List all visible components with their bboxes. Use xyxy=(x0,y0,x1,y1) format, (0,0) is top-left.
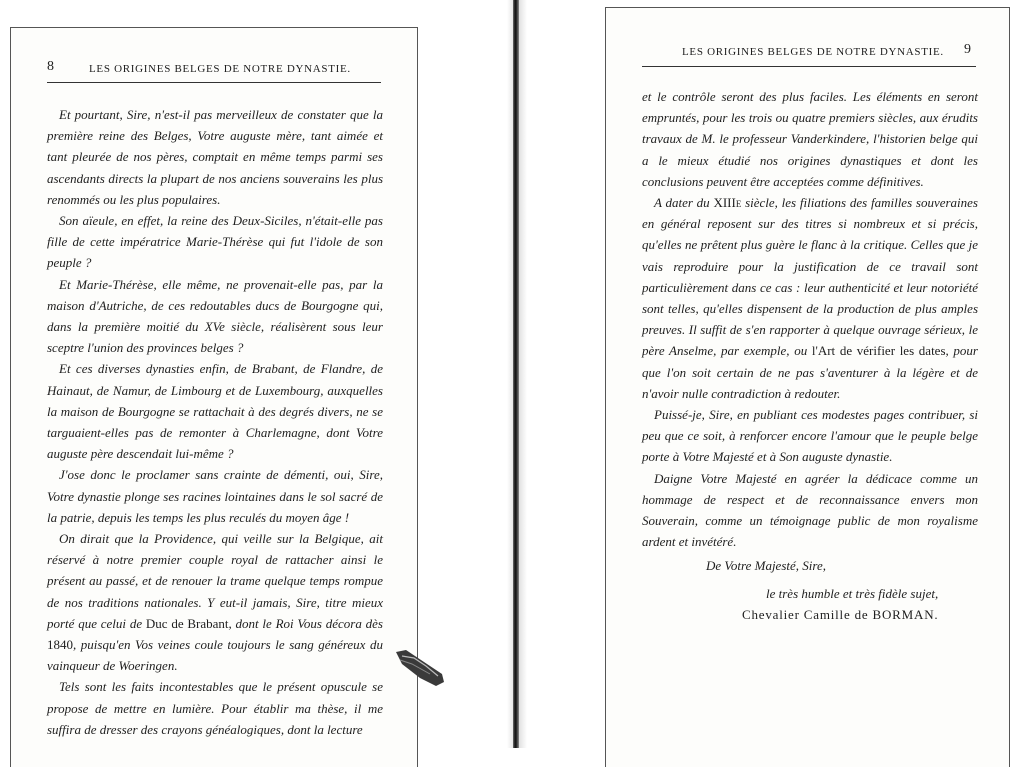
paragraph xyxy=(47,528,383,676)
paragraph: Et pourtant, Sire, n'est-il pas merveilleux de constater que la première reine des Belges, Votre auguste mère, tant aimée et tant pleurée de nos pères, comptait en même temps parmi ses ascendants directs la plupart de nos anciens souverains les plus renommés ou les plus populaires. xyxy=(47,107,383,207)
paragraph: et le contrôle seront des plus faciles. Les éléments en seront empruntés, pour les trois ou quatre premiers siècles, aux érudits travaux de M. le professeur Vanderkindere, l'historien belge qui a le mieux étudié nos origines dynastiques et dont les conclusions peuvent être acceptées comme définitives. xyxy=(642,89,978,189)
paragraph: Son aïeule, en effet, la reine des Deux-Siciles, n'était-elle pas fille de cette impératrice Marie-Thérèse qui fut l'idole de son peuple ? xyxy=(47,213,383,271)
page-number: 8 xyxy=(47,59,54,74)
paragraph: Tels sont les faits incontestables que le présent opuscule se propose de mettre en lumière. Pour établir ma thèse, il me suffira de dresser des crayons généalogiques, dont la lecture xyxy=(47,679,383,737)
text-run: On dirait que la Providence, qui veille sur la Belgique, ait réservé à notre premier couple royal de rattacher ainsi le présent au passé, et de renouer la trame quelque temps rompue de nos traditions nationales. Y eut-il jamais, Sire, titre mieux porté que celui de xyxy=(47,531,383,631)
paragraph xyxy=(642,192,978,404)
text-run: A dater du xyxy=(654,195,714,211)
paragraph: Et Marie-Thérèse, elle même, ne provenait-elle pas, par la maison d'Autriche, de ces redoutables ducs de Bourgogne qui, dans la première moitié du XVe siècle, réalisèrent sous leur sceptre l'union des provinces belges ? xyxy=(47,276,383,356)
paragraph: Et ces diverses dynasties enfin, de Brabant, de Flandre, de Hainaut, de Namur, de Limbourg et de Luxembourg, auxquelles la maison de Bourgogne se rattachait à des degrés divers, ne se targuaient-elles pas de remonter à Charlemagne, dont Votre auguste père descendait lui-même ? xyxy=(47,361,383,462)
running-head: LES ORIGINES BELGES DE NOTRE DYNASTIE. xyxy=(89,63,351,75)
page-number: 9 xyxy=(964,42,971,57)
signature: Chevalier Camille de BORMAN. xyxy=(742,607,939,622)
binding-spine xyxy=(513,0,519,748)
title-duc-de-brabant: Duc de Brabant xyxy=(145,615,229,631)
book-gutter xyxy=(507,0,527,748)
sign-off: le très humble et très fidèle sujet, xyxy=(766,586,939,601)
paper-debris xyxy=(394,648,446,688)
body-text xyxy=(642,86,978,552)
header-rule xyxy=(47,82,381,83)
paragraph: J'ose donc le proclamer sans crainte de démenti, oui, Sire, Votre dynastie plonge ses racines lointaines dans le sol sacré de la patrie, depuis les temps les plus reculés du moyen âge ! xyxy=(47,467,383,525)
text-run: , dont le Roi Vous décora dès xyxy=(228,615,383,631)
right-page xyxy=(605,7,1010,767)
text-run: , pour que l'on soit certain de ne pas s'aventurer à la légère et de n'avoir nulle contradiction à redouter. xyxy=(642,343,978,401)
work-title: l'Art de vérifier les dates xyxy=(811,343,946,359)
body-text xyxy=(47,104,383,740)
text-run: siècle, les filiations des familles souveraines en général reposent sur des titres si nombreux et si précis, qu'elles ne prêtent plus guère le flanc à la critique. Celles que je vais reproduire pour la justification de ce travail sont particulièrement dans ce cas : leur authenticité et leur notoriété sont telles, qu'elles dispensent de la production de plus amples preuves. Il suffit de s'en rapporter à quelque ouvrage sérieux, le père Anselme, par exemple, ou xyxy=(642,195,978,359)
text-run: , puisqu'en Vos veines coule toujours le sang généreux du vainqueur de Woeringen. xyxy=(47,637,383,674)
salutation: De Votre Majesté, Sire, xyxy=(706,558,826,573)
header-rule xyxy=(642,66,976,67)
paragraph: Puissé-je, Sire, en publiant ces modestes pages contribuer, si peu que ce soit, à renforcer encore l'amour que le peuple belge porte à Votre Majesté et à Son auguste dynastie. xyxy=(642,407,978,465)
paragraph: Daigne Votre Majesté en agréer la dédicace comme un hommage de respect et de reconnaissance envers mon Souverain, comme un témoignage public de mon royalisme ardent et invétéré. xyxy=(642,470,978,550)
running-head: LES ORIGINES BELGES DE NOTRE DYNASTIE. xyxy=(682,46,944,58)
year-1840: 1840 xyxy=(47,637,73,653)
century-numeral: XIIIe xyxy=(713,195,742,211)
left-page xyxy=(10,27,418,767)
